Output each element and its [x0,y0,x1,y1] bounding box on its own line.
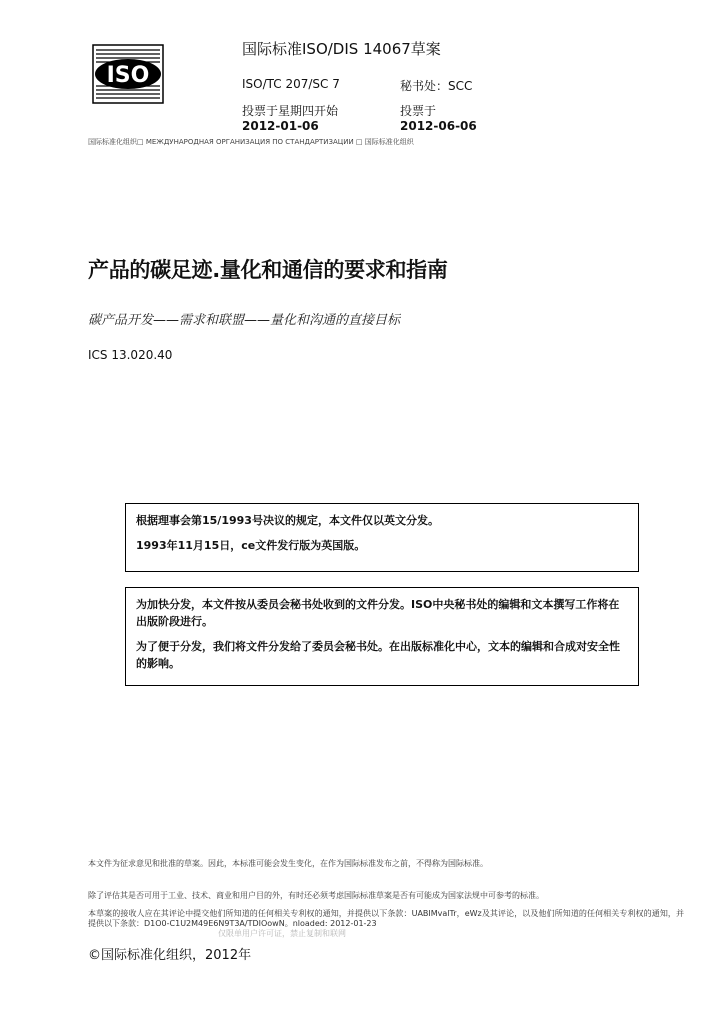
svg-text:ISO: ISO [106,63,150,88]
notice-line: 1993年11月15日，ce文件发行版为英国版。 [136,539,366,552]
copyright-notice: ©国际标准化组织，2012年 [88,948,252,963]
committee-code: ISO/TC 207/SC 7 [242,77,340,91]
expedited-distribution-box [125,587,639,686]
notice-line: 根据理事会第15/1993号决议的规定，本文件仅以英文分发。 [136,514,439,527]
iso-logo [92,44,164,104]
ics-code: ICS 13.020.40 [88,348,173,362]
draft-evaluation-text: 除了评估其是否可用于工业、技术、商业和用户目的外，有时还必须考虑国际标准草案是否有可能成为国家法规中可参考的标准。 [88,891,544,900]
document-title: 产品的碳足迹.量化和通信的要求和指南 [88,258,448,282]
document-header-title: 国际标准ISO/DIS 14067草案 [242,40,441,58]
notice-paragraph: 为了便于分发，我们将文件分发给了委员会秘书处。在出版标准化中心，文本的编辑和合成对安全性的影响。 [136,640,620,670]
vote-begins-date: 2012-01-06 [242,119,319,133]
vote-begins-label: 投票于星期四开始 [242,104,339,118]
document-subtitle: 碳产品开发——需求和联盟——量化和沟通的直接目标 [88,313,401,328]
license-watermark: 仅限单用户许可证，禁止复制和联网 [218,929,346,938]
patent-notice-text: 本草案的接收人应在其评论中提交他们所知道的任何相关专利权的通知，并提供以下条款：UABIMvalTr，eWz及其评论，以及他们所知道的任何相关专利权的通知，并提供以下条款：D1O0-C1U2M49E6N9T3A/TDIOowN。nloaded: 2012-01-23 [88,909,684,928]
draft-warning-text: 本文件为征求意见和批准的草案。因此，本标准可能会发生变化，在作为国际标准发布之前，不得称为国际标准。 [88,859,488,868]
organization-line: 国际标准化组织□ МЕЖДУНАРОДНАЯ ОРГАНИЗАЦИЯ ПО СТАНДАРТИЗАЦИИ □ 国际标准化组织 [88,138,414,146]
distribution-notice-box [125,503,639,572]
secretariat: 秘书处：SCC [400,79,473,93]
vote-ends-date: 2012-06-06 [400,119,477,133]
notice-paragraph: 为加快分发，本文件按从委员会秘书处收到的文件分发。ISO中央秘书处的编辑和文本撰写工作将在出版阶段进行。 [136,598,620,628]
vote-ends-label: 投票于 [400,104,437,118]
